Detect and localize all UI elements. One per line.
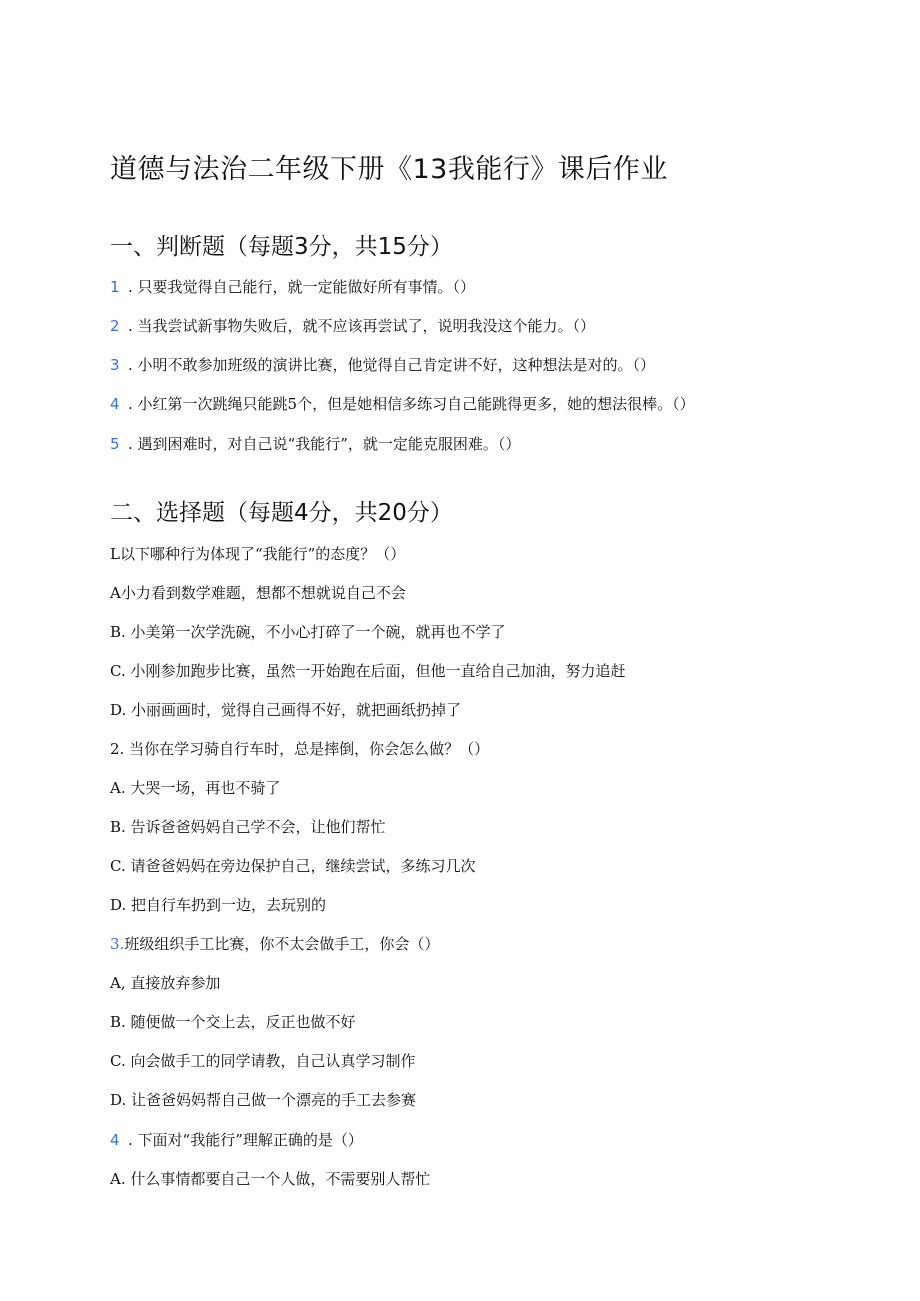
mc-question-2-option-b: B. 告诉爸爸妈妈自己学不会，让他们帮忙 bbox=[110, 818, 386, 836]
question-number: 4 bbox=[110, 1131, 120, 1149]
mc-question-1-option-d: D. 小丽画画时，觉得自己画得不好，就把画纸扔掉了 bbox=[110, 701, 462, 719]
question-number: 3. bbox=[110, 935, 125, 953]
question-number: 1 bbox=[110, 278, 120, 296]
tf-question-2 bbox=[110, 316, 595, 336]
question-text: . 下面对“我能行”理解正确的是（） bbox=[128, 1131, 363, 1149]
mc-question-3-stem bbox=[110, 934, 439, 954]
tf-question-5 bbox=[110, 434, 520, 454]
section-heading-multiple-choice: 二、选择题（每题4分，共20分） bbox=[110, 500, 453, 526]
mc-question-3-option-c: C. 向会做手工的同学请教，自己认真学习制作 bbox=[110, 1052, 416, 1070]
mc-question-2-option-c: C. 请爸爸妈妈在旁边保护自己，继续尝试，多练习几次 bbox=[110, 857, 476, 875]
question-number: 2 bbox=[110, 317, 120, 335]
question-text: . 小明不敢参加班级的演讲比赛，他觉得自己肯定讲不好，这种想法是对的。（） bbox=[128, 356, 656, 374]
question-text: . 当我尝试新事物失败后，就不应该再尝试了，说明我没这个能力。（） bbox=[128, 317, 596, 335]
tf-question-3 bbox=[110, 355, 655, 375]
mc-question-1-stem: L以下哪种行为体现了“我能行”的态度？（） bbox=[110, 545, 406, 563]
mc-question-4-stem bbox=[110, 1130, 363, 1150]
question-text: 班级组织手工比赛，你不太会做手工，你会（） bbox=[124, 935, 440, 953]
mc-question-3-option-d: D. 让爸爸妈妈帮自己做一个漂亮的手工去参赛 bbox=[110, 1091, 417, 1109]
mc-question-1-option-b: B. 小美第一次学洗碗，不小心打碎了一个碗，就再也不学了 bbox=[110, 623, 506, 641]
mc-question-3-option-a: A, 直接放弃参加 bbox=[110, 974, 221, 992]
tf-question-4 bbox=[110, 394, 695, 414]
mc-question-2-option-d: D. 把自行车扔到一边，去玩别的 bbox=[110, 896, 327, 914]
mc-question-1-option-c: C. 小刚参加跑步比赛，虽然一开始跑在后面，但他一直给自己加油，努力追赶 bbox=[110, 662, 626, 680]
question-text: . 只要我觉得自己能行，就一定能做好所有事情。（） bbox=[128, 278, 476, 296]
question-number: 3 bbox=[110, 356, 120, 374]
mc-question-4-option-a: A. 什么事情都要自己一个人做，不需要别人帮忙 bbox=[110, 1170, 431, 1188]
tf-question-1 bbox=[110, 277, 475, 297]
question-number: 5 bbox=[110, 435, 120, 453]
question-text: . 小红第一次跳绳只能跳5个，但是她相信多练习自己能跳得更多，她的想法很棒。（） bbox=[128, 395, 695, 413]
question-number: 4 bbox=[110, 395, 120, 413]
question-text: . 遇到困难时，对自己说“我能行”，就一定能克服困难。（） bbox=[128, 435, 521, 453]
document-title: 道德与法治二年级下册《13我能行》课后作业 bbox=[110, 154, 668, 185]
mc-question-3-option-b: B. 随便做一个交上去，反正也做不好 bbox=[110, 1013, 356, 1031]
mc-question-2-option-a: A. 大哭一场，再也不骑了 bbox=[110, 779, 281, 797]
section-heading-true-false: 一、判断题（每题3分，共15分） bbox=[110, 234, 453, 260]
mc-question-1-option-a: A小力看到数学难题，想都不想就说自己不会 bbox=[110, 584, 406, 602]
mc-question-2-stem: 2. 当你在学习骑自行车时，总是摔倒，你会怎么做？（） bbox=[110, 740, 490, 758]
